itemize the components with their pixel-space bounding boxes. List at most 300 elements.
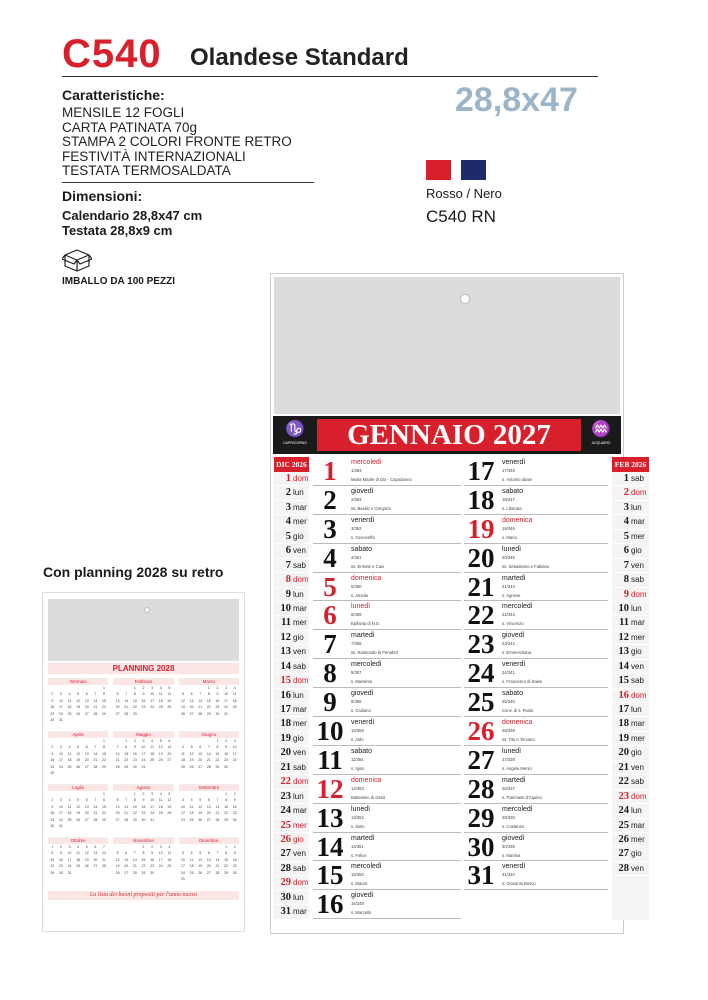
side-day-number: 21 [280, 761, 291, 773]
side-day-number: 5 [285, 530, 291, 542]
dimension-item: Testata 28,8x9 cm [62, 223, 173, 238]
side-day-weekday: sab [293, 863, 306, 873]
side-day-row [274, 833, 309, 847]
side-day-weekday: lun [293, 488, 304, 498]
capricorn-icon: ♑ CAPRICORNO [279, 419, 311, 451]
planning-month-days: 1 2 3 4 5 6 7 8 9 10 11 12 13 14 15 16 17 18 19 20 21 22 23 24 25 26 27 28 29 30 31 [50, 686, 106, 723]
box-icon [62, 248, 92, 272]
side-day-row [612, 790, 649, 804]
section-divider [62, 182, 314, 183]
side-day-number: 6 [623, 545, 629, 557]
planning-month-days: 1 2 3 4 5 6 7 8 9 10 11 12 13 14 15 16 17 18 19 20 21 22 23 24 25 26 27 28 29 30 31 [181, 686, 237, 716]
side-day-row [274, 559, 309, 573]
planning-month [113, 837, 173, 886]
day-saint: s. Angela Merici [502, 765, 532, 771]
day-saint: s. Mario [502, 534, 517, 540]
day-weekday: mercoledì [502, 603, 533, 611]
side-day-number: 17 [618, 704, 629, 715]
day-number: 9 [323, 687, 337, 718]
day-row [313, 486, 461, 515]
planning-month-name: Settembre [179, 785, 239, 791]
side-day-weekday: mer [631, 531, 645, 541]
wall-calendar-preview [270, 273, 647, 934]
day-row [313, 457, 461, 486]
day-saint: s. Agnese [502, 592, 521, 598]
day-of-year: 7/358 [351, 641, 362, 647]
day-row [464, 457, 608, 486]
day-row [464, 717, 608, 746]
day-of-year: 29/336 [502, 814, 515, 820]
day-row [464, 659, 608, 688]
side-day-row [274, 602, 309, 616]
planning-month-name: Aprile [48, 732, 108, 738]
planning-month [48, 678, 108, 727]
side-day-number: 28 [280, 862, 291, 874]
side-day-weekday: gio [293, 632, 304, 642]
side-day-weekday: sab [631, 676, 644, 686]
day-number: 23 [467, 629, 495, 660]
planning-calendar-preview [42, 592, 245, 932]
day-row [464, 573, 608, 602]
day-saint: s. Antonio abate [502, 477, 533, 482]
day-weekday: mercoledì [351, 863, 382, 871]
day-row [464, 775, 608, 804]
side-day-row [274, 530, 309, 544]
day-row [464, 688, 608, 717]
side-day-row [274, 486, 309, 500]
planning-month-name: Novembre [113, 838, 173, 844]
day-of-year: 22/343 [502, 612, 515, 618]
side-day-number: 23 [618, 790, 629, 802]
day-saint: s. Tommaso d'Aquino [502, 794, 542, 800]
side-day-number: 19 [618, 732, 629, 744]
planning-month [179, 678, 239, 727]
side-day-row [612, 833, 649, 847]
day-weekday: mercoledì [502, 805, 533, 813]
side-day-row [612, 559, 649, 573]
day-row [313, 515, 461, 544]
day-row [313, 573, 461, 602]
side-day-weekday: lun [293, 589, 304, 599]
day-weekday: venerdì [502, 459, 526, 466]
side-day-number: 1 [285, 473, 291, 484]
day-number: 4 [323, 542, 337, 573]
planning-month [179, 837, 239, 886]
days-column-1 [313, 457, 461, 920]
day-of-year: 18/347 [502, 496, 515, 502]
day-weekday: sabato [502, 487, 524, 495]
side-day-row [612, 573, 649, 587]
day-saint: s. Amelia [351, 592, 368, 598]
side-day-row [274, 689, 309, 703]
day-saint: ss. Ermete e Caio [351, 563, 385, 569]
side-day-number: 25 [280, 819, 291, 831]
day-weekday: martedì [502, 776, 526, 784]
month-banner [273, 416, 621, 454]
day-weekday: sabato [351, 747, 373, 755]
day-row [464, 601, 608, 630]
side-day-number: 7 [623, 559, 629, 571]
side-day-row [612, 616, 649, 630]
side-day-weekday: dom [631, 488, 647, 498]
hanging-hole [460, 294, 470, 304]
side-day-row [274, 891, 309, 905]
dimensions-title: Dimensioni: [62, 188, 143, 204]
day-of-year: 17/348 [502, 468, 515, 473]
day-weekday: sabato [351, 545, 373, 553]
side-day-number: 8 [285, 574, 291, 586]
day-number: 25 [467, 687, 495, 718]
side-day-number: 14 [618, 660, 629, 672]
day-weekday: giovedì [351, 690, 374, 698]
side-day-weekday: mer [631, 733, 645, 743]
day-number: 15 [316, 860, 344, 891]
day-number: 16 [316, 889, 344, 920]
side-day-number: 11 [619, 617, 629, 629]
planning-caption: Con planning 2028 su retro [43, 564, 224, 580]
side-day-row [612, 847, 649, 861]
characteristics-title: Caratteristiche: [62, 87, 165, 103]
day-weekday: giovedì [351, 892, 374, 900]
planning-title: PLANNING 2028 [48, 663, 239, 674]
side-day-weekday: sab [631, 777, 644, 787]
day-saint: s. Massimo [351, 679, 373, 685]
side-day-row [274, 732, 309, 746]
day-row [313, 746, 461, 775]
side-day-row [612, 689, 649, 703]
dimensions-list [62, 208, 202, 238]
side-day-weekday: mar [631, 719, 645, 729]
day-weekday: lunedì [351, 603, 371, 611]
side-day-number: 29 [280, 877, 291, 889]
side-day-row [612, 819, 649, 833]
side-day-number: 26 [618, 833, 629, 845]
day-saint: Epifania di N.S. [351, 621, 380, 627]
side-day-number: 7 [285, 559, 291, 571]
day-weekday: domenica [351, 776, 382, 784]
side-day-number: 27 [618, 848, 629, 860]
planning-months-grid [48, 678, 239, 886]
side-day-number: 1 [623, 473, 629, 484]
day-weekday: mercoledì [351, 661, 382, 669]
day-weekday: domenica [502, 719, 533, 727]
day-number: 29 [467, 802, 495, 833]
day-saint: ss. Tito e Timoteo [502, 737, 535, 743]
product-name: Olandese Standard [190, 44, 409, 71]
day-weekday: domenica [351, 574, 382, 582]
side-day-weekday: ven [293, 647, 306, 657]
previous-month-column [274, 457, 309, 920]
day-saint: Battesimo di Gesù [351, 794, 386, 800]
side-day-weekday: ven [631, 661, 644, 671]
calendar-header-area [274, 277, 620, 414]
side-day-number: 10 [618, 602, 629, 614]
side-day-weekday: lun [631, 705, 642, 714]
side-day-weekday: sab [293, 661, 306, 671]
dimension-item: Calendario 28,8x47 cm [62, 208, 203, 223]
side-day-weekday: sab [293, 560, 306, 570]
day-of-year: 11/354 [351, 756, 364, 762]
day-saint: s. Ilario [351, 823, 365, 829]
side-day-weekday: dom [293, 676, 309, 686]
side-day-weekday: gio [293, 733, 304, 743]
hanging-hole [144, 607, 150, 613]
day-row [464, 833, 608, 862]
side-day-number: 3 [623, 501, 629, 513]
side-day-row [274, 588, 309, 602]
packaging-text: IMBALLO DA 100 PEZZI [62, 276, 175, 287]
day-of-year: 23/342 [502, 641, 515, 647]
side-day-row [612, 530, 649, 544]
day-of-year: 28/337 [502, 785, 515, 791]
month-title: GENNAIO 2027 [317, 419, 581, 451]
side-day-weekday: ven [631, 560, 644, 570]
day-row [313, 804, 461, 833]
planning-month-name: Gennaio [48, 679, 108, 685]
zodiac-label: CAPRICORNO [283, 441, 307, 445]
side-day-number: 15 [280, 675, 291, 687]
day-saint: s. Mauro [351, 881, 368, 887]
side-day-number: 24 [618, 805, 629, 817]
side-day-number: 20 [618, 747, 629, 759]
side-day-weekday: lun [293, 791, 304, 801]
day-saint: s. Genoveffa [351, 534, 375, 540]
side-day-row [612, 501, 649, 515]
planning-month-name: Luglio [48, 785, 108, 791]
side-day-row [274, 703, 309, 717]
day-weekday: sabato [502, 690, 524, 698]
day-number: 7 [323, 629, 337, 660]
side-day-row [274, 645, 309, 659]
side-day-number: 10 [280, 602, 291, 614]
day-number: 19 [467, 513, 495, 544]
red-color-swatch [426, 160, 451, 180]
day-saint: ss. Sebastiano e Fabiano [502, 563, 550, 569]
day-number: 20 [467, 542, 495, 573]
side-day-number: 12 [618, 631, 629, 643]
day-weekday: lunedì [351, 805, 371, 813]
day-weekday: venerdì [351, 719, 375, 727]
side-day-weekday: lun [631, 502, 642, 512]
planning-header-area [48, 599, 239, 661]
side-day-weekday: gio [631, 647, 642, 657]
planning-month-days: 1 2 3 4 5 6 7 8 9 10 11 12 13 14 15 16 17 18 19 20 21 22 23 24 25 26 27 28 29 30 31 [50, 792, 106, 829]
planning-month-days: 1 2 3 4 5 6 7 8 9 10 11 12 13 14 15 16 17 18 19 20 21 22 23 24 25 26 27 28 29 30 31 [181, 845, 237, 882]
day-saint: s. Vincenzo [502, 621, 524, 627]
side-day-row [274, 616, 309, 630]
side-day-number: 22 [618, 776, 629, 788]
color-code: C540 RN [426, 207, 496, 226]
characteristic-item: FESTIVITÀ INTERNAZIONALI [62, 148, 246, 164]
side-day-number: 17 [280, 704, 291, 715]
day-weekday: venerdì [502, 661, 526, 669]
side-day-number: 24 [280, 805, 291, 817]
day-row [464, 746, 608, 775]
side-day-number: 14 [280, 660, 291, 672]
day-weekday: martedì [502, 574, 526, 582]
day-number: 31 [467, 860, 495, 891]
side-day-weekday: mer [293, 820, 307, 830]
planning-month-days: 1 2 3 4 5 6 7 8 9 10 11 12 13 14 15 16 17 18 19 20 21 22 23 24 25 26 27 28 29 30 31 [50, 845, 106, 875]
day-of-year: 1/364 [351, 468, 362, 473]
next-month-label: FEB 2026 [612, 457, 649, 472]
side-day-row [612, 746, 649, 760]
side-day-weekday: mar [293, 806, 307, 816]
side-day-weekday: mer [293, 719, 307, 729]
side-day-row [612, 660, 649, 674]
side-day-row [274, 631, 309, 645]
side-day-row [612, 588, 649, 602]
side-day-row [612, 775, 649, 789]
side-day-weekday: gio [293, 531, 304, 541]
side-day-number: 2 [285, 487, 291, 499]
side-day-weekday: lun [631, 806, 642, 816]
days-column-2 [464, 457, 608, 920]
day-weekday: giovedì [502, 632, 525, 640]
day-number: 8 [323, 658, 337, 689]
header-divider [62, 76, 598, 77]
side-day-number: 8 [623, 574, 629, 586]
planning-month [48, 837, 108, 886]
day-saint: ss. Raimondo di Penafort [351, 650, 399, 656]
day-weekday: mercoledì [351, 459, 382, 466]
side-day-number: 4 [285, 516, 291, 528]
side-day-row [612, 761, 649, 775]
day-row [313, 544, 461, 573]
day-number: 1 [323, 456, 337, 486]
planning-footer: La lista dei buoni propositi per l'anno nuovo [48, 891, 239, 900]
day-number: 22 [467, 600, 495, 631]
side-day-row [274, 775, 309, 789]
day-of-year: 21/344 [502, 583, 515, 589]
day-of-year: 3/362 [351, 525, 362, 531]
day-weekday: venerdì [502, 863, 526, 871]
side-day-row [274, 544, 309, 558]
day-of-year: 25/340 [502, 699, 515, 705]
day-of-year: 12/353 [351, 785, 364, 791]
day-of-year: 15/350 [351, 872, 364, 878]
side-day-weekday: dom [631, 791, 647, 801]
planning-month-days: 1 2 3 4 5 6 7 8 9 10 11 12 13 14 15 16 17 18 19 20 21 22 23 24 25 26 27 28 29 [115, 686, 172, 716]
side-day-weekday: mer [293, 618, 307, 628]
day-row [313, 717, 461, 746]
side-day-number: 16 [618, 689, 629, 701]
side-day-row [274, 674, 309, 688]
day-saint: s. Giuliano [351, 708, 371, 714]
side-day-row [612, 515, 649, 529]
previous-month-label: DIC 2026 [274, 457, 309, 472]
side-day-row [612, 544, 649, 558]
day-of-year: 24/341 [502, 670, 515, 676]
day-of-year: 16/349 [351, 901, 364, 907]
day-number: 13 [316, 802, 344, 833]
side-day-number: 28 [618, 862, 629, 874]
side-day-number: 26 [280, 833, 291, 845]
day-weekday: giovedì [502, 834, 525, 842]
side-day-weekday: dom [293, 878, 309, 888]
day-of-year: 2/363 [351, 496, 362, 502]
planning-month-days: 1 2 3 4 5 6 7 8 9 10 11 12 13 14 15 16 17 18 19 20 21 22 23 24 25 26 27 28 29 30 [181, 739, 237, 769]
side-day-weekday: gio [631, 849, 642, 859]
day-row [464, 486, 608, 515]
day-of-year: 6/359 [351, 612, 362, 618]
characteristic-item: STAMPA 2 COLORI FRONTE RETRO [62, 134, 292, 149]
side-day-row [274, 790, 309, 804]
day-saint: s. Giovanni Bosco [502, 881, 536, 887]
planning-month [113, 678, 173, 727]
day-saint: s. Martina [502, 852, 521, 858]
day-row [464, 515, 608, 544]
day-saint: Conv. di s. Paolo [502, 708, 534, 714]
planning-month-name: Marzo [179, 679, 239, 685]
day-number: 30 [467, 831, 495, 862]
planning-month-name: Ottobre [48, 838, 108, 844]
side-day-row [274, 804, 309, 818]
side-day-row [612, 602, 649, 616]
planning-month-days: 1 2 3 4 5 6 7 8 9 10 11 12 13 14 15 16 17 18 19 20 21 22 23 24 25 26 27 28 29 30 [181, 792, 237, 822]
day-number: 17 [467, 456, 495, 486]
side-day-row [612, 862, 649, 876]
planning-month [113, 731, 173, 780]
day-number: 5 [323, 571, 337, 602]
day-number: 12 [316, 773, 344, 804]
side-day-weekday: dom [293, 777, 309, 787]
product-size: 28,8x47 [455, 81, 578, 119]
side-day-weekday: ven [293, 546, 306, 556]
day-weekday: giovedì [351, 487, 374, 495]
side-day-number: 2 [623, 487, 629, 499]
side-day-number: 22 [280, 776, 291, 788]
side-day-row [612, 804, 649, 818]
day-of-year: 13/352 [351, 814, 364, 820]
side-day-weekday: mar [293, 907, 307, 917]
day-saint: Maria Madre di Dio - Capodanno [351, 477, 412, 482]
day-number: 27 [467, 744, 495, 775]
day-of-year: 8/357 [351, 670, 362, 676]
day-of-year: 19/346 [502, 525, 515, 531]
side-day-number: 5 [623, 530, 629, 542]
day-of-year: 4/361 [351, 554, 362, 560]
day-number: 3 [323, 513, 337, 544]
side-day-row [274, 905, 309, 919]
planning-month-name: Agosto [113, 785, 173, 791]
side-day-weekday: mer [631, 834, 645, 844]
side-day-weekday: gio [293, 834, 304, 844]
planning-month [179, 731, 239, 780]
day-saint: s. Aldo [351, 737, 364, 743]
side-day-row [612, 472, 649, 486]
side-day-row [612, 674, 649, 688]
planning-month [179, 784, 239, 833]
side-day-row [274, 847, 309, 861]
side-day-row [274, 573, 309, 587]
side-day-row [274, 746, 309, 760]
side-day-weekday: lun [293, 892, 304, 902]
side-day-weekday: dom [631, 589, 647, 599]
side-day-row [612, 717, 649, 731]
day-saint: s. Marcello [351, 910, 372, 916]
day-row [313, 630, 461, 659]
planning-month [113, 784, 173, 833]
side-day-number: 31 [280, 906, 291, 918]
day-of-year: 31/334 [502, 872, 515, 878]
planning-month [48, 784, 108, 833]
day-weekday: lunedì [502, 747, 522, 755]
side-day-weekday: sab [293, 762, 306, 772]
side-day-number: 11 [281, 617, 291, 629]
side-day-weekday: mar [631, 517, 645, 527]
day-number: 6 [323, 600, 337, 631]
